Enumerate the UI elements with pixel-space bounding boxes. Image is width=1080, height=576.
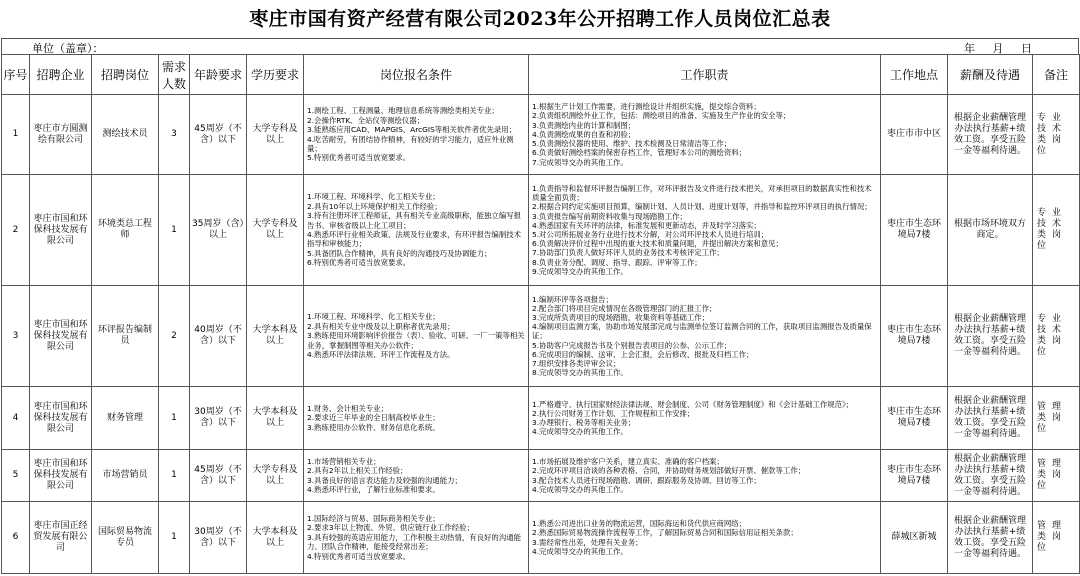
duties-cell-line: 3.需经常性出差，处理有关业务； bbox=[532, 537, 643, 547]
count-cell: 2 bbox=[159, 286, 190, 387]
requirements-cell-line: 1.环境工程、环境科学、化工相关专业； bbox=[307, 312, 440, 322]
duties-cell-line: 3.办理银行、税务等相关业务； bbox=[532, 418, 636, 427]
header-row bbox=[2, 55, 1080, 95]
requirements-cell-line: 6.特别优秀者可适当放宽要求。 bbox=[307, 258, 411, 268]
duties-cell bbox=[529, 286, 881, 387]
duties-cell-line: 2.根据合同约定实施项目预算，编制计划、人员计划、进度计划等，并指导和监控环评项目的执行情况； bbox=[532, 202, 872, 212]
header-cell: 岗位报名条件 bbox=[304, 55, 529, 95]
note-cell: 专业技术类岗位 bbox=[1033, 175, 1080, 286]
table-row bbox=[2, 175, 1080, 286]
position-cell: 财务管理 bbox=[92, 387, 159, 450]
position-cell: 市场营销员 bbox=[92, 450, 159, 502]
duties-cell-line: 1.熟悉公司进出口业务的物流运营，国际海运和货代供应商网络； bbox=[532, 519, 746, 529]
company-cell: 枣庄市方圆测绘有限公司 bbox=[30, 95, 92, 175]
duties-cell bbox=[529, 502, 881, 574]
duties-cell-line: 7.协助部门负责人做好环评人员的业务技术考核评定工作； bbox=[532, 248, 724, 258]
location-cell: 枣庄市生态环境局7楼 bbox=[881, 387, 948, 450]
age-cell: 30周岁（不含）以下 bbox=[190, 387, 247, 450]
position-cell: 环评报告编制员 bbox=[92, 286, 159, 387]
education-cell: 大学专科及以上 bbox=[247, 175, 304, 286]
requirements-cell-line: 1.财务、会计相关专业； bbox=[307, 403, 388, 413]
page-title: 枣庄市国有资产经营有限公司2023年公开招聘工作人员岗位汇总表 bbox=[249, 8, 831, 30]
requirements-cell-line: 5.具备团队合作精神，具有良好的沟通技巧及协调能力； bbox=[307, 248, 492, 258]
header-cell: 序号 bbox=[2, 55, 30, 95]
age-cell: 35周岁（含）以上 bbox=[190, 175, 247, 286]
header-cell: 招聘岗位 bbox=[92, 55, 159, 95]
row-number: 2 bbox=[2, 175, 30, 286]
header-cell: 工作地点 bbox=[881, 55, 948, 95]
location-cell: 薛城区新城 bbox=[881, 502, 948, 574]
duties-cell-line: 4.负责测绘成果的自查和初验； bbox=[532, 129, 636, 139]
duties-cell bbox=[529, 95, 881, 175]
duties-cell-line: 5.对公司所拓展业务行业进行技术分解，对公司环评技术人员进行培训； bbox=[532, 230, 769, 239]
duties-cell bbox=[529, 175, 881, 286]
requirements-cell bbox=[304, 502, 529, 574]
requirements-cell-line: 3.熟练使用环境影响评价报告（表）、验收、可研、一厂一策等相关业务，掌握制图等相关办公软件； bbox=[307, 331, 525, 350]
duties-cell-line: 1.根据生产计划工作需要，进行测绘设计并组织实施，提交综合资料； bbox=[532, 102, 761, 112]
age-cell: 45周岁（不含）以下 bbox=[190, 450, 247, 502]
table-row bbox=[2, 286, 1080, 387]
pay-cell: 根据市场环境双方商定。 bbox=[948, 175, 1033, 286]
requirements-cell-line: 1.环境工程、环境科学、化工相关专业； bbox=[307, 192, 440, 202]
table-row bbox=[2, 450, 1080, 502]
row-number: 6 bbox=[2, 502, 30, 574]
header-cell: 薪酬及待遇 bbox=[948, 55, 1033, 95]
requirements-cell-line: 2.要求3年以上物流、外贸、供应链行业工作经验； bbox=[307, 523, 474, 533]
row-number: 3 bbox=[2, 286, 30, 387]
duties-cell-line: 1.市场拓展及维护客户关系，建立真实、准确的客户档案； bbox=[532, 457, 724, 467]
education-cell: 大学专科及以上 bbox=[247, 95, 304, 175]
count-cell: 1 bbox=[159, 175, 190, 286]
duties-cell-line: 4.完成领导交办的其他工作。 bbox=[532, 427, 628, 437]
company-cell: 枣庄市国正经贸发展有限公司 bbox=[30, 502, 92, 574]
requirements-cell-line: 1.市场营销相关专业； bbox=[307, 456, 381, 466]
count-cell: 1 bbox=[159, 450, 190, 502]
duties-cell-line: 8.负责业务分配、调度、指导、跟踪、评审等工作； bbox=[532, 257, 702, 267]
duties-cell-line: 1.负责指导和监督环评报告编制工作，对环评报告及文件进行技术把关，对承担项目的数据真实性和技术质量全面负责； bbox=[532, 183, 872, 203]
table-row bbox=[2, 95, 1080, 175]
count-cell: 1 bbox=[159, 387, 190, 450]
duties-cell-line: 4.编制项目监测方案，协助市场发展部完成与监测单位签订监测合同的工作，获取项目监测报告及质量保证； bbox=[532, 322, 872, 341]
requirements-cell-line: 4.熟悉环评法律法规、环评工作流程及方法。 bbox=[307, 350, 455, 360]
header-cell: 年龄要求 bbox=[190, 55, 247, 95]
company-cell: 枣庄市国和环保科技发展有限公司 bbox=[30, 450, 92, 502]
note-cell: 管理类岗位 bbox=[1033, 502, 1080, 574]
duties-cell-line: 8.完成领导交办的其他工作。 bbox=[532, 368, 628, 378]
duties-cell-line: 4.熟悉国家有关环评的法律，标准发展和更新动态，并及时学习落实； bbox=[532, 220, 761, 230]
duties-cell-line: 3.负责报告编写前期资料收集与现场踏勘工作； bbox=[532, 211, 687, 221]
requirements-cell-line: 2.会操作RTK、全站仪等测绘仪器； bbox=[307, 115, 425, 125]
location-cell: 枣庄市市中区 bbox=[881, 95, 948, 175]
age-cell: 45周岁（不含）以下 bbox=[190, 95, 247, 175]
requirements-cell-line: 3.持有注册环评工程师证，具有相关专业高级职称，能独立编写报告书、审核省级以上化工项目； bbox=[307, 211, 521, 230]
requirements-cell bbox=[304, 95, 529, 175]
requirements-cell-line: 4.熟悉环评行业相关政策、法规及行业要求，有环评报告编制技术指导和审核能力； bbox=[307, 230, 521, 249]
company-cell: 枣庄市国和环保科技发展有限公司 bbox=[30, 286, 92, 387]
header-cell: 学历要求 bbox=[247, 55, 304, 95]
education-cell: 大学本科及以上 bbox=[247, 387, 304, 450]
duties-cell-line: 2.配合部门将项目完成情况在各级管理部门的汇报工作； bbox=[532, 303, 717, 313]
age-cell: 40周岁（不含）以下 bbox=[190, 286, 247, 387]
duties-cell-line: 2.执行公司财务工作计划、工作规程和工作安排； bbox=[532, 408, 695, 418]
duties-cell-line: 7.完成领导交办的其他工作。 bbox=[532, 157, 628, 167]
pay-cell: 根据企业薪酬管理办法执行基薪+绩效工资。享受五险一金等福利待遇。 bbox=[948, 387, 1033, 450]
education-cell: 大学本科及以上 bbox=[247, 502, 304, 574]
age-cell: 30周岁（不含）以下 bbox=[190, 502, 247, 574]
location-cell: 枣庄市生态环境局7楼 bbox=[881, 175, 948, 286]
header-cell: 招聘企业 bbox=[30, 55, 92, 95]
duties-cell-line: 3.负责测绘内业的计算和制图； bbox=[532, 120, 636, 130]
duties-cell-line: 6.负责做好测绘档案的保密存档工作，管理好本公司的测绘资料； bbox=[532, 148, 746, 158]
note-cell: 专业技术类岗位 bbox=[1033, 95, 1080, 175]
pay-cell: 根据企业薪酬管理办法执行基薪+绩效工资。享受五险一金等福利待遇。 bbox=[948, 450, 1033, 502]
duties-cell-line: 5.协助客户完成报告书及个别报告表项目的公参、公示工作； bbox=[532, 340, 732, 350]
table-row bbox=[2, 387, 1080, 450]
unit-date-line bbox=[1, 38, 1079, 54]
duties-cell-line: 1.严格遵守、执行国家财经法律法规、财会制度、公司《财务管理制度》和《会计基础工作规范》； bbox=[532, 399, 854, 409]
requirements-cell-line: 2.具有2年以上相关工作经验； bbox=[307, 466, 408, 476]
duties-cell-line: 6.负责解决评价过程中出现的重大技术和质量问题，并提出解决方案和意见； bbox=[532, 239, 783, 249]
note-cell: 管理类岗位 bbox=[1033, 450, 1080, 502]
duties-cell-line: 7.组织安排各类评审会议； bbox=[532, 359, 621, 368]
requirements-cell-line: 1.测绘工程、工程测量、地理信息系统等测绘类相关专业； bbox=[307, 106, 499, 116]
position-cell: 环境类总工程师 bbox=[92, 175, 159, 286]
requirements-cell-line: 2.要求近三年毕业的全日制高校毕业生； bbox=[307, 413, 440, 423]
pay-cell: 根据企业薪酬管理办法执行基薪+绩效工资。享受五险一金等福利待遇。 bbox=[948, 502, 1033, 574]
position-cell: 测绘技术员 bbox=[92, 95, 159, 175]
requirements-cell-line: 2.具有相关专业中级及以上职称者优先录用； bbox=[307, 321, 455, 331]
note-cell: 专业技术类岗位 bbox=[1033, 286, 1080, 387]
company-cell: 枣庄市国和环保科技发展有限公司 bbox=[30, 175, 92, 286]
requirements-cell-line: 4.吃苦耐劳，有团结协作精神，有较好的学习能力，适应外业测量； bbox=[307, 134, 514, 153]
duties-cell-line: 2.负责组织测绘外业工作，包括：测绘项目的准备、实施及生产作业的安全等； bbox=[532, 111, 791, 121]
requirements-cell-line: 3.能熟练应用CAD、MAPGIS、ArcGIS等相关软件者优先录用； bbox=[307, 125, 517, 135]
duties-cell-line: 1.编制环评等各项报告； bbox=[532, 294, 613, 304]
requirements-cell-line: 2.具有10年以上环境保护相关工作经验； bbox=[307, 201, 442, 211]
requirements-cell-line: 3.具有较强的英语应用能力，工作积极主动热情，有良好的沟通能力、团队合作精神，能接受经常出差； bbox=[307, 532, 521, 552]
duties-cell-line: 3.配合技术人员进行现场踏勘、调研、跟踪服务及协调、回访等工作； bbox=[532, 475, 761, 485]
row-number: 5 bbox=[2, 450, 30, 502]
duties-cell-line: 4.完成领导交办的其他工作。 bbox=[532, 484, 628, 494]
pay-cell: 根据企业薪酬管理办法执行基薪+绩效工资。享受五险一金等福利待遇。 bbox=[948, 286, 1033, 387]
row-number: 1 bbox=[2, 95, 30, 175]
note-cell: 管理类岗位 bbox=[1033, 387, 1080, 450]
count-cell: 1 bbox=[159, 502, 190, 574]
table-row bbox=[2, 502, 1080, 574]
row-number: 4 bbox=[2, 387, 30, 450]
header-cell: 工作职责 bbox=[529, 55, 881, 95]
requirements-cell bbox=[304, 387, 529, 450]
duties-cell bbox=[529, 450, 881, 502]
requirements-cell bbox=[304, 175, 529, 286]
duties-cell-line: 6.完成项目的编制、送审、上会汇报，会后修改、报批及归档工作； bbox=[532, 349, 754, 359]
duties-cell-line: 2.熟悉国际贸易物流操作流程等工作，了解国际贸易合同和国际信用证相关条款； bbox=[532, 528, 798, 538]
pay-cell: 根据企业薪酬管理办法执行基薪+绩效工资。享受五险一金等福利待遇。 bbox=[948, 95, 1033, 175]
company-cell: 枣庄市国和环保科技发展有限公司 bbox=[30, 387, 92, 450]
duties-cell-line: 9.完成领导交办的其他工作。 bbox=[532, 266, 628, 276]
requirements-cell-line: 3.熟练使用办公软件、财务信息化系统。 bbox=[307, 422, 440, 432]
header-cell: 备注 bbox=[1033, 55, 1080, 95]
location-cell: 枣庄市生态环境局7楼 bbox=[881, 450, 948, 502]
education-cell: 大学本科及以上 bbox=[247, 286, 304, 387]
unit-label: 单位（盖章）： bbox=[32, 42, 104, 55]
requirements-cell bbox=[304, 286, 529, 387]
header-cell: 需求人数 bbox=[159, 55, 190, 95]
requirements-cell-line: 4.熟悉环评行业，了解行业标准和要求。 bbox=[307, 484, 440, 494]
duties-cell bbox=[529, 387, 881, 450]
requirements-cell bbox=[304, 450, 529, 502]
location-cell: 枣庄市生态环境局7楼 bbox=[881, 286, 948, 387]
duties-cell-line: 4.完成领导交办的其他工作。 bbox=[532, 546, 628, 556]
recruitment-table bbox=[1, 54, 1080, 574]
requirements-cell-line: 5.特别优秀者可适当放宽要求。 bbox=[307, 153, 411, 163]
education-cell: 大学专科及以上 bbox=[247, 450, 304, 502]
duties-cell-line: 3.完成所负责项目的现场踏勘，收集资料等基础工作； bbox=[532, 312, 710, 322]
requirements-cell-line: 3.具备良好的语言表达能力及较强的沟通能力； bbox=[307, 475, 462, 485]
position-cell: 国际贸易物流专员 bbox=[92, 502, 159, 574]
count-cell: 3 bbox=[159, 95, 190, 175]
date-label: 年 月 日 bbox=[964, 42, 1032, 55]
duties-cell-line: 2.完成环评项目洽谈的各种表格、合同，并协助财务规划部做好开票、催款等工作； bbox=[532, 466, 806, 476]
duties-cell-line: 5.负责测绘仪器的使用、维护、技术检测及日常清洁等工作； bbox=[532, 139, 732, 149]
requirements-cell-line: 1.国际经济与贸易、国际商务相关专业； bbox=[307, 513, 440, 523]
requirements-cell-line: 4.特别优秀者可适当放宽要求。 bbox=[307, 551, 411, 561]
